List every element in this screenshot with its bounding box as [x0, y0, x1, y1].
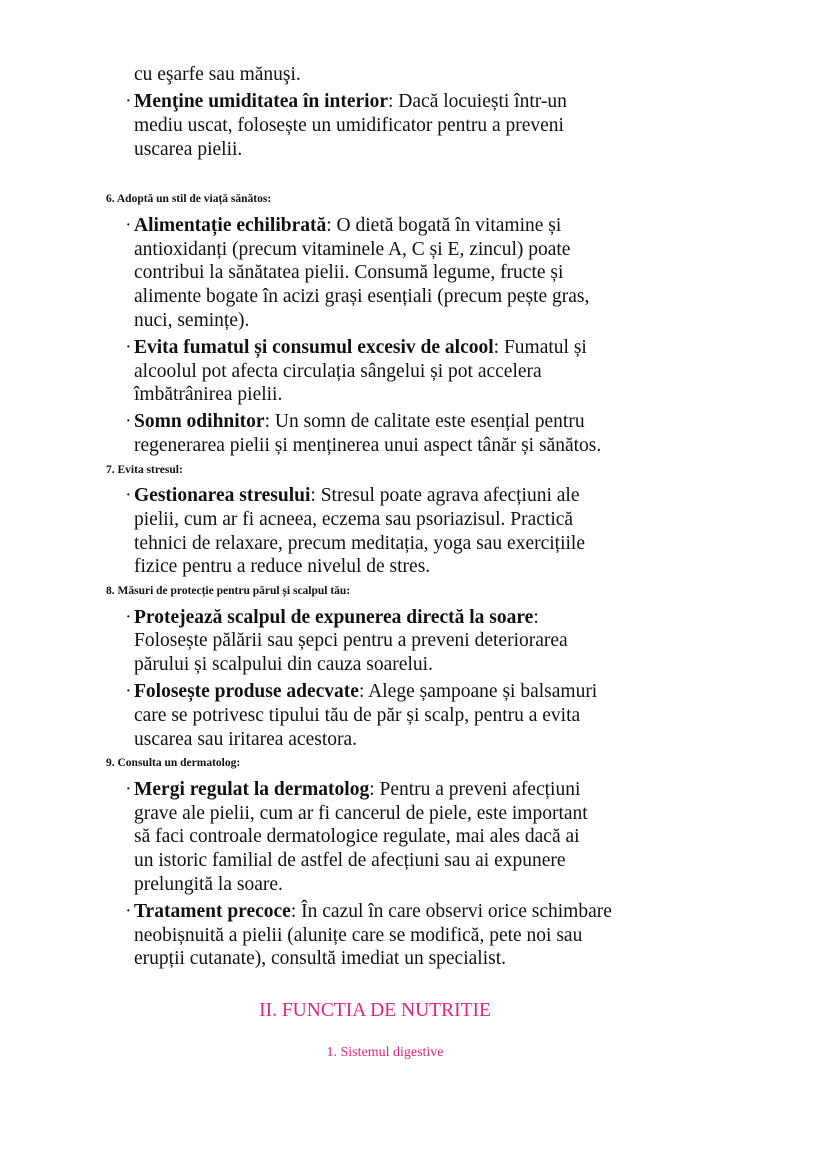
list-item-first-line — [0, 680, 828, 704]
bullet-icon: · — [126, 488, 131, 504]
section-heading: 7. Evita stresul: — [106, 463, 183, 476]
list-item-text-line: erupții cutanate), consultă imediat un specialist. — [134, 948, 507, 970]
list-item-text-line: fizice pentru a reduce nivelul de stres. — [134, 556, 431, 578]
list-item-title: Alimentație echilibrată — [134, 214, 327, 236]
list-item — [0, 90, 828, 161]
bullet-icon: · — [126, 217, 131, 233]
bullet-icon: · — [126, 94, 131, 110]
list-item-text-line: părului și scalpului din cauza soarelui. — [134, 654, 433, 676]
list-item-text-line: care se potrivesc tipului tău de păr și scalp, pentru a evita — [134, 704, 581, 726]
list-item-first-line — [0, 410, 828, 434]
section-title: II. FUNCTIA DE NUTRITIE — [259, 1000, 491, 1021]
list-item-text-line: uscarea pielii. — [134, 138, 243, 160]
list-item-title: Tratament precoce — [134, 900, 291, 922]
bullet-icon: · — [126, 903, 131, 919]
list-item-title: Evita fumatul și consumul excesiv de alcool — [134, 336, 494, 358]
list-item-text: : — [533, 606, 539, 628]
list-item-title: Somn odihnitor — [134, 411, 265, 433]
list-item-first-line — [0, 900, 828, 924]
list-item-text: : Pentru a preveni afecțiuni — [369, 778, 581, 800]
list-item-text-line: nuci, semințe). — [134, 309, 250, 331]
document-body — [0, 63, 828, 971]
list-item-text: : În cazul în care observi orice schimbare — [290, 900, 612, 922]
list-item-text-line: grave ale pielii, cum ar fi cancerul de piele, este important — [134, 802, 588, 824]
list-item-text-line: antioxidanți (precum vitaminele A, C și E, zincul) poate — [134, 238, 571, 260]
list-item-text-line: neobișnuită a pielii (alunițe care se modifică, pete noi sau — [134, 924, 583, 946]
subsection-title: 1. Sistemul digestive — [326, 1045, 444, 1060]
list-item-text-line: contribui la sănătatea pielii. Consumă legume, fructe și — [134, 262, 564, 284]
bullet-icon: · — [126, 339, 131, 355]
list-item-text-line: un istoric familial de astfel de afecțiuni sau ai expunere — [134, 849, 566, 871]
list-item-first-line — [0, 90, 828, 114]
list-item-text: : Dacă locuiești într-un — [388, 91, 567, 113]
list-item-title: Folosește produse adecvate — [134, 681, 359, 703]
list-item-text-line: tehnici de relaxare, precum meditația, yoga sau exercițiile — [134, 532, 585, 554]
list-item — [0, 410, 828, 457]
bullet-icon: · — [126, 781, 131, 797]
list-item-title: Protejează scalpul de expunerea directă la soare — [134, 606, 534, 628]
bullet-icon: · — [126, 414, 131, 430]
list-item-text-line: alimente bogate în acizi grași esențiali (precum pește gras, — [134, 285, 590, 307]
bullet-icon: · — [126, 609, 131, 625]
list-item — [0, 778, 828, 897]
list-item-text-line: uscarea sau iritarea acestora. — [134, 728, 358, 750]
bullet-icon: · — [126, 684, 131, 700]
list-item — [0, 606, 828, 677]
list-item-first-line — [0, 214, 828, 238]
list-item-text: : O dietă bogată în vitamine și — [326, 214, 562, 236]
list-item-text: : Alege șampoane și balsamuri — [358, 681, 598, 703]
list-item-text: : Stresul poate agrava afecțiuni ale — [310, 485, 580, 507]
list-item-first-line — [0, 484, 828, 508]
section-heading: 8. Măsuri de protecție pentru părul și scalpul tău: — [106, 585, 351, 598]
list-item-text-line: prelungită la soare. — [134, 873, 283, 895]
list-item — [0, 680, 828, 751]
list-item-text-line: Folosește pălării sau șepci pentru a preveni deteriorarea — [134, 630, 568, 652]
list-item-text: : Fumatul și — [493, 336, 587, 358]
section-heading: 6. Adoptă un stil de viață sănătos: — [106, 193, 272, 206]
list-item-title: Menţine umiditatea în interior — [134, 91, 389, 113]
list-item — [0, 484, 828, 579]
list-item-text-line: să faci controale dermatologice regulate, mai ales dacă ai — [134, 826, 580, 848]
list-item-text-line: regenerarea pielii și menținerea unui aspect tânăr și sănătos. — [134, 435, 602, 457]
list-item-text-line: îmbătrânirea pielii. — [134, 384, 283, 406]
section-heading: 9. Consulta un dermatolog: — [106, 757, 241, 770]
list-item-text: : Un somn de calitate este esențial pentru — [264, 411, 585, 433]
list-item-title: Mergi regulat la dermatolog — [134, 778, 370, 800]
list-item — [0, 336, 828, 407]
list-item — [0, 900, 828, 971]
list-item-text-line: pielii, cum ar fi acneea, eczema sau psoriazisul. Practică — [134, 509, 574, 531]
list-item-title: Gestionarea stresului — [134, 485, 311, 507]
list-item-first-line — [0, 336, 828, 360]
list-item-text-line: mediu uscat, folosește un umidificator pentru a preveni — [134, 114, 564, 136]
list-item-first-line — [0, 778, 828, 802]
list-item-first-line — [0, 606, 828, 630]
list-item-text-line: alcoolul pot afecta circulația sângelui și pot accelera — [134, 360, 542, 382]
paragraph-line: cu eşarfe sau mănuşi. — [134, 64, 301, 85]
list-item — [0, 214, 828, 333]
